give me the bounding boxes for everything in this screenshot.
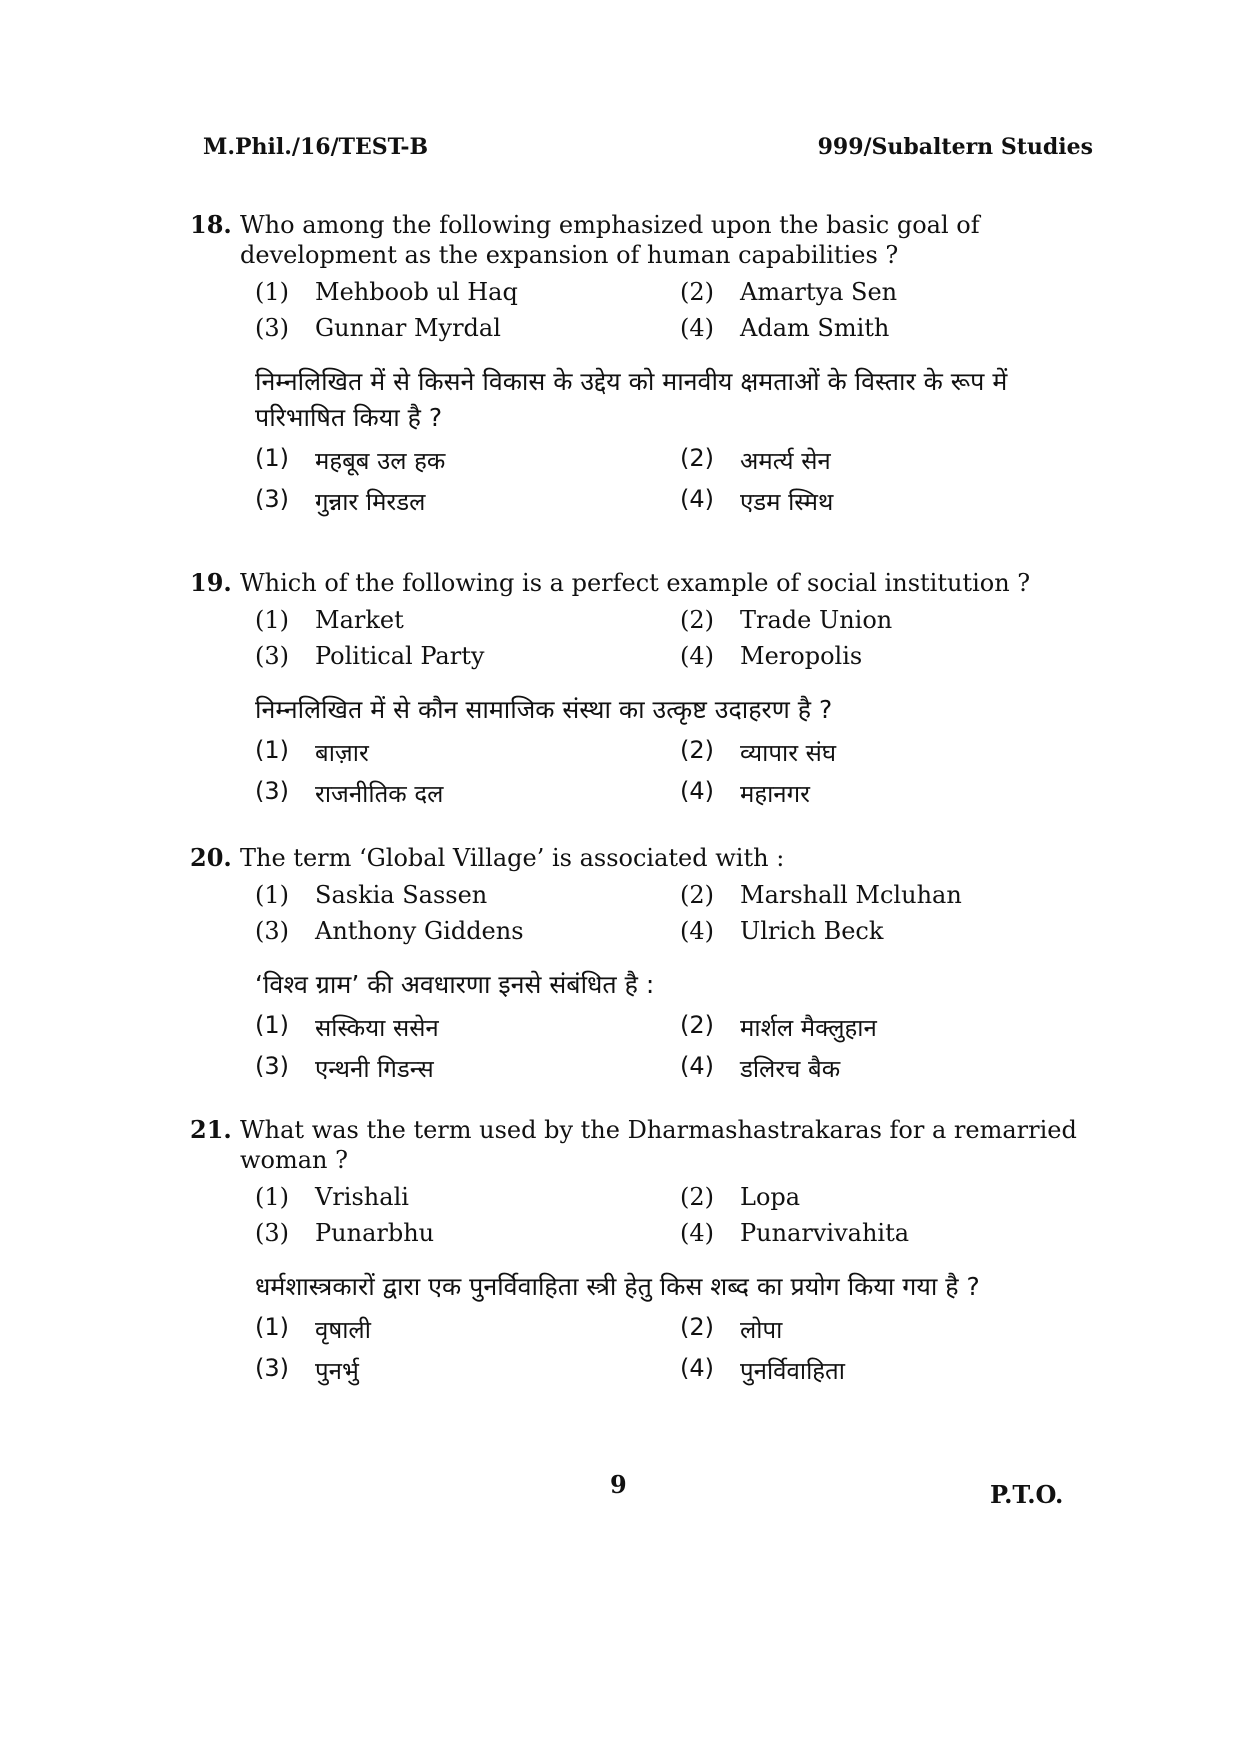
question-text-hi: धर्मशास्त्रकारों द्वारा एक पुनर्विवाहिता स्त्री हेतु किस शब्द का प्रयोग किया गया है ? bbox=[255, 1272, 980, 1301]
option-text: Gunnar Myrdal bbox=[315, 314, 501, 342]
options-en bbox=[255, 606, 1095, 670]
option-text: Vrishali bbox=[315, 1183, 409, 1211]
question-text-en: The term ‘Global Village’ is associated with : bbox=[240, 844, 785, 872]
question-text-hi: निम्नलिखित में से कौन सामाजिक संस्था का उत्कृष्ट उदाहरण है ? bbox=[255, 695, 833, 724]
option-number: (2) bbox=[680, 1183, 714, 1211]
option-text: पुनर्भु bbox=[315, 1357, 359, 1385]
question-text-en: What was the term used by the Dharmashastrakaras for a remarried woman ? bbox=[240, 1116, 1077, 1174]
option-text: Anthony Giddens bbox=[315, 917, 524, 945]
question-number: 18. bbox=[190, 210, 232, 239]
option-number: (1) bbox=[255, 1313, 289, 1341]
question-21 bbox=[190, 1115, 1095, 1387]
question-number: 19. bbox=[190, 568, 232, 597]
option-number: (3) bbox=[255, 642, 289, 670]
option-number: (3) bbox=[255, 314, 289, 342]
options-en bbox=[255, 1183, 1095, 1247]
option-number: (3) bbox=[255, 917, 289, 945]
option-text: Marshall Mcluhan bbox=[740, 881, 962, 909]
option-number: (2) bbox=[680, 1011, 714, 1039]
page-header bbox=[203, 134, 1093, 160]
question-text-hi: निम्नलिखित में से किसने विकास के उद्देय को मानवीय क्षमताओं के विस्तार के रूप में परिभाषित किया है ? bbox=[255, 367, 1008, 432]
options-en bbox=[255, 278, 1095, 342]
option-text: मार्शल मैक्लुहान bbox=[740, 1014, 877, 1042]
option-text: Lopa bbox=[740, 1183, 801, 1211]
option-number: (4) bbox=[680, 1219, 714, 1247]
option-text: Punarbhu bbox=[315, 1219, 435, 1247]
options-hi bbox=[255, 736, 1095, 810]
option-text: महानगर bbox=[740, 780, 810, 808]
option-text: Amartya Sen bbox=[740, 278, 898, 306]
option-number: (1) bbox=[255, 736, 289, 764]
option-number: (1) bbox=[255, 606, 289, 634]
option-text: व्यापार संघ bbox=[740, 739, 837, 767]
option-number: (1) bbox=[255, 444, 289, 472]
option-number: (3) bbox=[255, 1354, 289, 1382]
option-text: डलिरच बैक bbox=[740, 1055, 841, 1083]
option-number: (3) bbox=[255, 777, 289, 805]
option-text: वृषाली bbox=[315, 1316, 371, 1344]
option-number: (1) bbox=[255, 1183, 289, 1211]
option-text: महबूब उल हक bbox=[315, 447, 446, 475]
option-number: (2) bbox=[680, 1313, 714, 1341]
option-number: (3) bbox=[255, 485, 289, 513]
option-number: (1) bbox=[255, 881, 289, 909]
option-text: राजनीतिक दल bbox=[315, 780, 444, 808]
question-text-hi: ‘विश्व ग्राम’ की अवधारणा इनसे संबंधित है : bbox=[255, 970, 655, 999]
option-number: (1) bbox=[255, 1011, 289, 1039]
question-text-en: Who among the following emphasized upon the basic goal of development as the expansion of human capabilities ? bbox=[240, 211, 980, 269]
exam-code: M.Phil./16/TEST-B bbox=[203, 134, 429, 160]
option-number: (4) bbox=[680, 642, 714, 670]
option-text: बाज़ार bbox=[315, 739, 369, 767]
question-20 bbox=[190, 843, 1095, 1085]
option-number: (2) bbox=[680, 881, 714, 909]
page-number: 9 bbox=[610, 1470, 627, 1499]
option-text: पुनर्विवाहिता bbox=[740, 1357, 845, 1385]
option-text: Punarvivahita bbox=[740, 1219, 910, 1247]
options-hi bbox=[255, 1011, 1095, 1085]
option-number: (2) bbox=[680, 606, 714, 634]
question-number: 20. bbox=[190, 843, 232, 872]
option-number: (2) bbox=[680, 444, 714, 472]
option-number: (3) bbox=[255, 1052, 289, 1080]
option-number: (2) bbox=[680, 736, 714, 764]
option-text: सस्किया ससेन bbox=[315, 1014, 439, 1042]
option-number: (1) bbox=[255, 278, 289, 306]
option-number: (2) bbox=[680, 278, 714, 306]
option-text: Meropolis bbox=[740, 642, 863, 670]
option-number: (4) bbox=[680, 777, 714, 805]
option-text: लोपा bbox=[740, 1316, 783, 1344]
option-text: Market bbox=[315, 606, 404, 634]
option-text: Mehboob ul Haq bbox=[315, 278, 518, 306]
options-hi bbox=[255, 1313, 1095, 1387]
options-en bbox=[255, 881, 1095, 945]
option-text: एडम स्मिथ bbox=[740, 488, 834, 516]
option-text: एन्थनी गिडन्स bbox=[315, 1055, 434, 1083]
option-number: (4) bbox=[680, 314, 714, 342]
option-number: (4) bbox=[680, 485, 714, 513]
option-text: Political Party bbox=[315, 642, 485, 670]
subject-title: 999/Subaltern Studies bbox=[817, 134, 1093, 160]
options-hi bbox=[255, 444, 1095, 518]
option-text: अमर्त्य सेन bbox=[740, 447, 831, 475]
option-text: गुन्नार मिरडल bbox=[315, 488, 426, 516]
question-18 bbox=[190, 210, 1095, 518]
question-number: 21. bbox=[190, 1115, 232, 1144]
option-number: (4) bbox=[680, 1052, 714, 1080]
option-text: Ulrich Beck bbox=[740, 917, 884, 945]
option-text: Adam Smith bbox=[740, 314, 890, 342]
question-19 bbox=[190, 568, 1095, 810]
option-text: Saskia Sassen bbox=[315, 881, 488, 909]
option-text: Trade Union bbox=[740, 606, 893, 634]
option-number: (3) bbox=[255, 1219, 289, 1247]
pto-label: P.T.O. bbox=[990, 1480, 1064, 1509]
option-number: (4) bbox=[680, 917, 714, 945]
question-text-en: Which of the following is a perfect example of social institution ? bbox=[240, 569, 1031, 597]
option-number: (4) bbox=[680, 1354, 714, 1382]
